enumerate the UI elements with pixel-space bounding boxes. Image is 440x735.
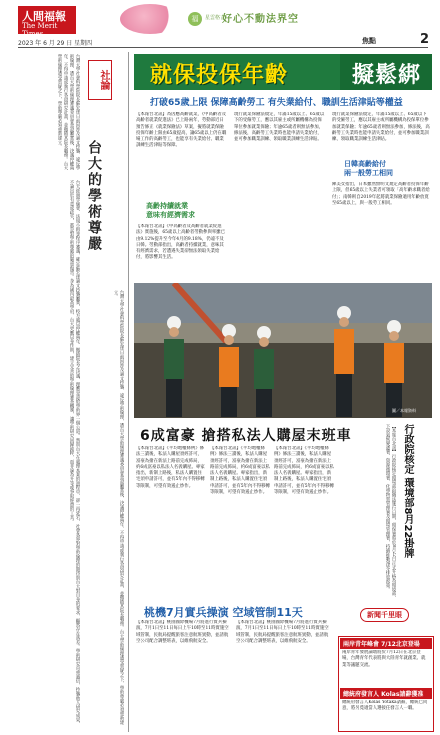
section-name: 焦點: [362, 37, 376, 45]
editorial-body: 台大經過學倫會、法規小組等程序審議，確定蘇宏達論文抄襲屬實，校方處以停權兩年、撤銷院長之決議，理應是還給學術界一個公道。然而台大在處理本案的過程中，卻一再延宕，社會各界對學術倫理的期待與台大對自身的要求，顯然存在落差。學術研究首重誠信，抄襲他人研究成果，不論出於有意或疏失，都是對學術尊嚴的嚴重傷害。身為國內最高學府，台大更應以身作則，建立完善的學術倫理審查機制，讓學術研究回歸純粹，而非淪為升等或爭取經費的工具。: [69, 180, 80, 727]
logo-chinese: 人間福報: [22, 10, 66, 23]
news-box-title: 新聞千里眼: [360, 608, 409, 622]
story2-body-col2: 【本報台北訊】《平均地權條例》修法三讀後，私法人購屋須經許可，富豪為搶在新法上路前完成佈局，約6成富豪以私法人名義購屋。專家指出，新制上路後，私法人購置住宅須申請許可，並有5年內不得移轉等限制，可望有效遏止炒作。: [210, 446, 270, 496]
daily-slogan: 好心不動法界空: [222, 14, 299, 25]
editorial-intro: 台灣大學社會科學院院長蘇宏達日前因涉及論文抄襲、違反學術倫理，遭台大學術倫理審議委員會查證屬實後，決議停權兩年、不得申請或執行各項研究計畫，並撤銷其院長職務。台大學術倫理遭受質疑之下，學術尊嚴必須重新建立。: [57, 54, 80, 171]
main-body-2: 現行就業保險法規定，年滿15歲以上、65歲以下的受僱勞工，應以其雇主或所屬機構為投保單位參加就業保險；年逾65歲者則無法參加，修法後，高齡勞工失業時也能申請失業給付，並可參加職業訓練、領取職業訓練生活津貼。: [234, 112, 325, 143]
story3-headline: 桃機7月實兵操演 空域管制11天: [144, 606, 303, 619]
slogan-caption: 星雲格言: [205, 15, 226, 21]
main-headline-left: 就保投保年齡: [150, 63, 289, 88]
main-body-3: 陳美女指出，日本雖然無明文規定高齡者投保年齡上限，但65歲以上失業者可領取「高年齡求職者給付」；南韓則自2019年起將就業保險適用年齡放寬至65歲以上，與一般勞工相同。: [332, 182, 430, 206]
story3-body-col2: 【本報台北訊】桃園國際機場7月將進行實兵操演，7月1日至11日每日上午10時至11時實施空域管制，民航局提醒旅客注意航班異動，並請航空公司配合調整班表，以維飛航安全。: [236, 620, 329, 644]
main-subheadline: 打破65歲上限 保障高齡勞工 有失業給付、職訓生活津貼等權益: [150, 98, 403, 108]
newspaper-logo: [18, 6, 76, 38]
editorial-title: 台大的學術尊嚴: [86, 140, 102, 252]
photo-caption: 圖／本報資料: [392, 408, 416, 413]
column-divider: [128, 52, 129, 732]
news-item2-body: 總統府發言人Kolas Yotaka請辭，總統已同意，將另覓適當人選接任發言人一職。: [342, 700, 428, 712]
main-body-1: 【本報台北訊】《中高齡者及高齡者就業促進法》實施後，65歲以上高齡者勞動參與率雖已由9.12%提升至今年4月的9.18%，仍遠不及日韓。勞動部指出，高齡者持續就業，意味其有經濟需求，若遭遇失業卻無法領取失業給付，將影響其生活。: [136, 224, 226, 261]
side-story-body: 【本報台北訊】行政院核定環境部組織法施行日期，環保署將於8月22日正式升格為環境部，下設氣候變遷署、資源循環署、化學物質管理署及環境管理署，持續推動淨零排放政策。: [385, 424, 396, 600]
section-heading-green: 高齡持續就業 意味有經濟需求: [146, 202, 195, 219]
story3-body-col1: 【本報台北訊】桃園國際機場7月將進行實兵操演，7月1日至11日每日上午10時至11時實施空域管制，民航局提醒旅客注意航班異動，並請航空公司配合調整班表，以維飛航安全。: [136, 620, 229, 644]
workers-photo: [134, 283, 432, 418]
masthead-divider: [18, 47, 428, 48]
story2-headline: 6成富豪 搶搭私法人購屋末班車: [140, 428, 352, 444]
editorial-body-continued: 台灣大學社會科學院院長蘇宏達日前因涉及論文抄襲、違反學術倫理，遭台大學術倫理審議委員會查證屬實後，決議停權兩年、不得申請或執行各項研究計畫，並撤銷其院長職務。台大學術倫理遭受質疑之下，學術尊嚴必須重新建立。: [113, 290, 124, 725]
logo-english: The Merit Times: [22, 22, 58, 38]
slogan-mark: 福: [188, 12, 202, 26]
issue-date: 2023 年 6 月 29 日 星期四: [18, 40, 93, 47]
main-headline-right: 擬鬆綁: [352, 63, 422, 88]
news-item1-title: 兩岸青年峰會 7/12北京登場: [340, 638, 432, 649]
construction-workers-illustration: [134, 283, 432, 418]
side-story-headline: 行政院核定 環境部8月22掛牌: [402, 424, 413, 559]
main-body-3-top: 現行就業保險法規定，年滿15歲以上、65歲以下的受僱勞工，應以其雇主或所屬機構為投保單位參加就業保險；年逾65歲者則無法參加，修法後，高齡勞工失業時也能申請失業給付，並可參加職業訓練、領取職業訓練生活津貼。: [332, 112, 430, 143]
story2-body-col1: 【本報台北訊】《平均地權條例》修法三讀後，私法人購屋須經許可，富豪為搶在新法上路前完成佈局，約6成富豪以私法人名義購屋。專家指出，新制上路後，私法人購置住宅須申請許可，並有5年內不得移轉等限制，可望有效遏止炒作。: [136, 446, 205, 489]
main-lead-paragraph: 【本報台北訊】為因應高齡就業，《中高齡者及高齡者就業促進法》已上路兩年，勞動部近日預告修正《就業保險法》草案，擬將就業保險投保年齡上限由65歲提高，讓65歲以上仍在職場工作的高齡勞工，也能享有失業給付、職業訓練生活津貼等保障。: [136, 112, 227, 149]
news-item2-title: 總統府發言人 Kolas請辭獲准: [340, 688, 432, 699]
editorial-tag: 社論: [88, 60, 112, 100]
page-number: 2: [420, 32, 430, 47]
section-heading-blue: 日韓高齡給付 兩一般勞工相同: [344, 160, 393, 177]
flower-decoration-icon: [120, 4, 180, 34]
news-item1-body: 兩岸青年發展論壇將於7月12日在北京登場，台灣青年代表將與大陸青年就創業、就業等議題交流。: [342, 650, 426, 668]
story2-body-col3: 【本報台北訊】《平均地權條例》修法三讀後，私法人購屋須經許可，富豪為搶在新法上路前完成佈局，約6成富豪以私法人名義購屋。專家指出，新制上路後，私法人購置住宅須申請許可，並有5年內不得移轉等限制，可望有效遏止炒作。: [274, 446, 334, 496]
